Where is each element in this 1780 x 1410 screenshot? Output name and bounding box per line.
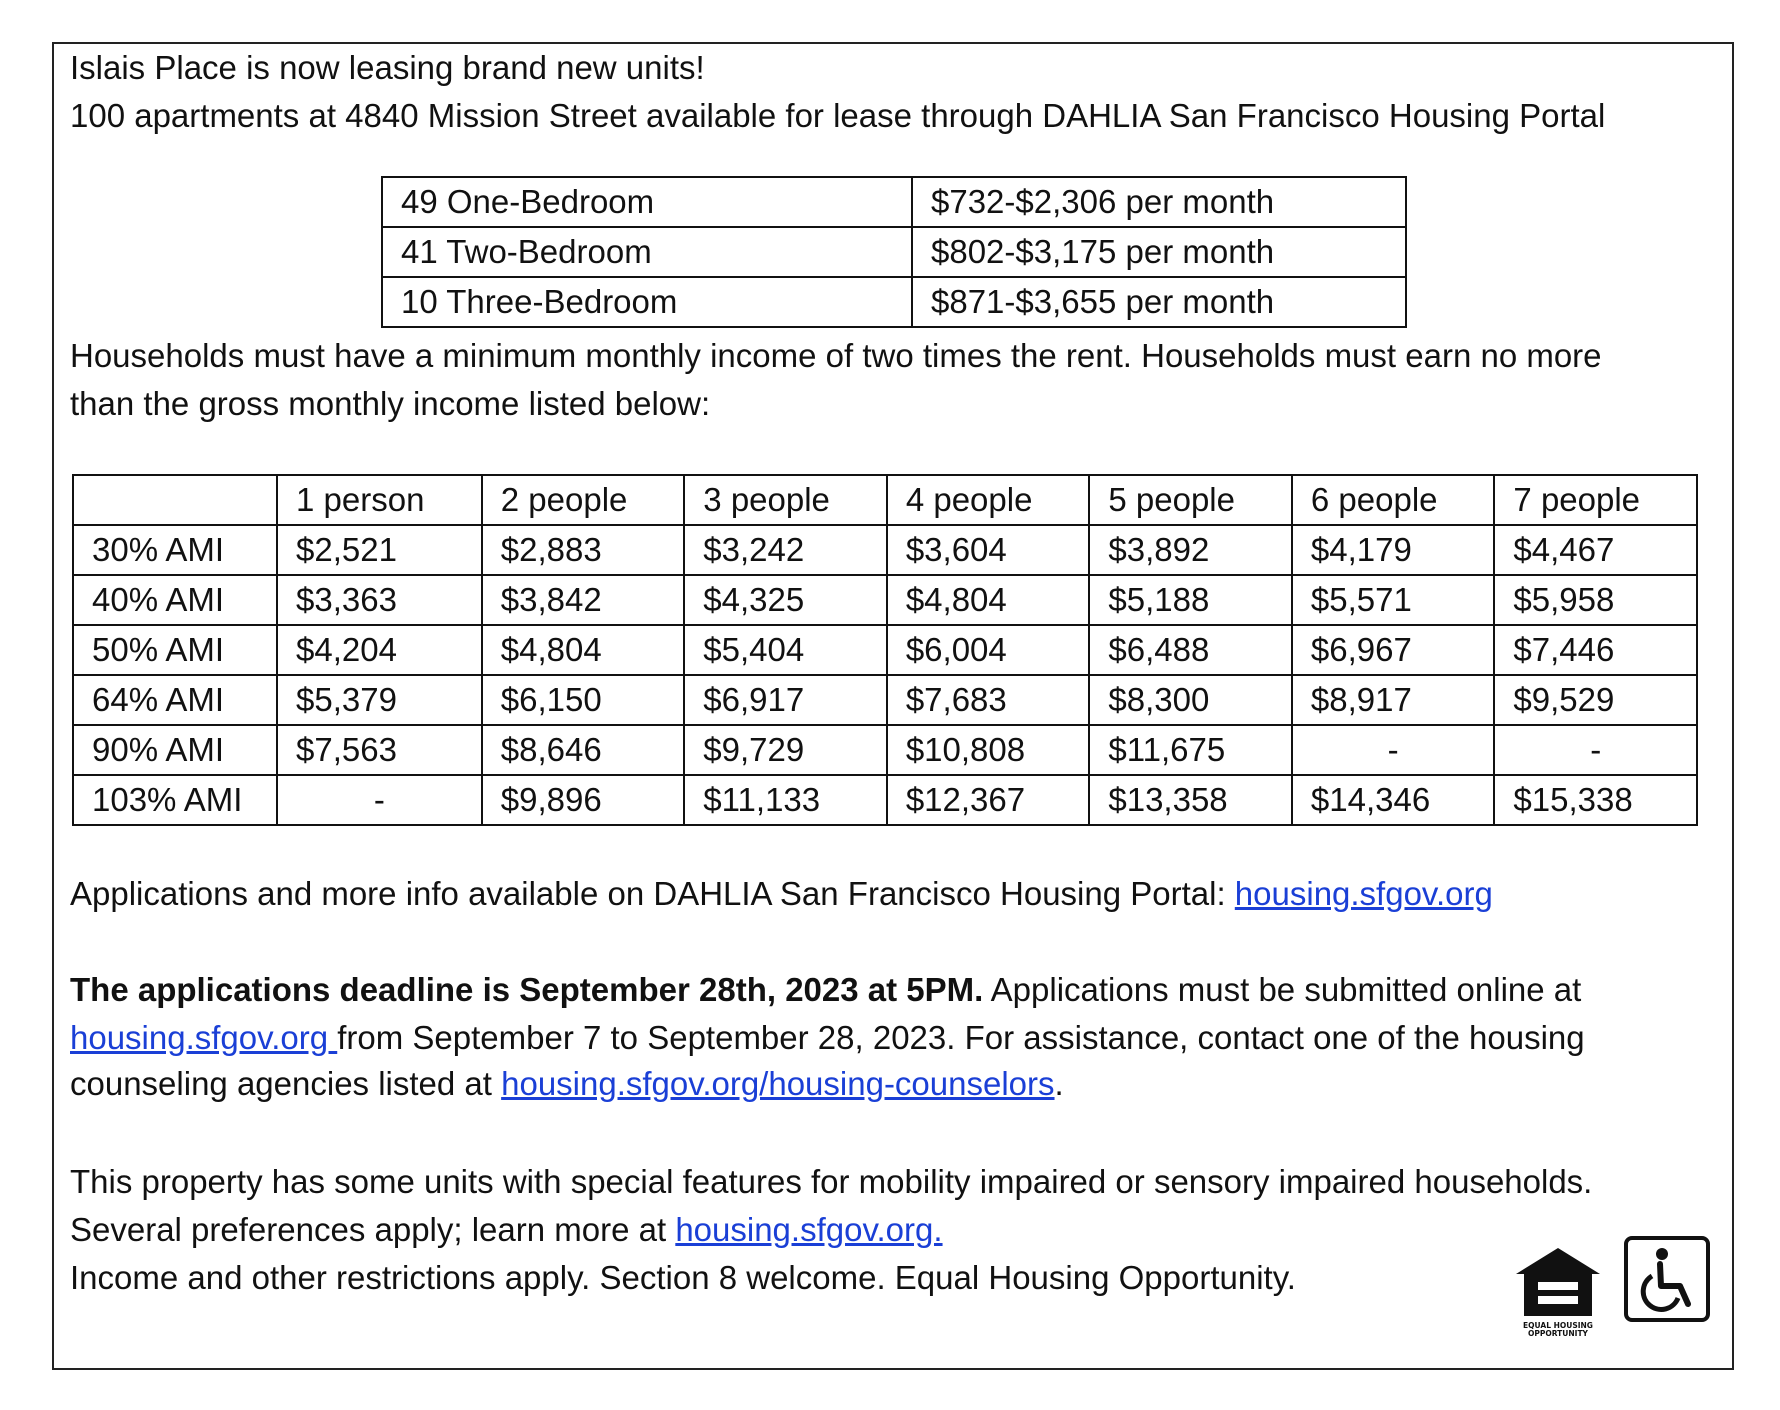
table-cell: $4,204 <box>277 625 482 675</box>
equal-housing-icon <box>1512 1244 1604 1344</box>
table-cell: $11,133 <box>684 775 887 825</box>
period: . <box>1054 1065 1064 1102</box>
table-cell: $5,958 <box>1494 575 1697 625</box>
table-cell: $6,967 <box>1292 625 1495 675</box>
table-cell: $7,446 <box>1494 625 1697 675</box>
row-label: 103% AMI <box>73 775 277 825</box>
table-cell: $9,896 <box>482 775 685 825</box>
deadline-dates: from September 7 to September 28, 2023. For assistance, contact one of the housing <box>337 1019 1585 1056</box>
table-cell: $4,325 <box>684 575 887 625</box>
table-cell: $2,883 <box>482 525 685 575</box>
table-cell: $4,804 <box>887 575 1090 625</box>
intro-line-2: 100 apartments at 4840 Mission Street available for lease through DAHLIA San Francisco Housing Portal <box>70 97 1606 134</box>
column-header: 4 people <box>887 475 1090 525</box>
table-cell: - <box>277 775 482 825</box>
features-line-3: Income and other restrictions apply. Section 8 welcome. Equal Housing Opportunity. <box>70 1259 1296 1296</box>
table-cell: $9,529 <box>1494 675 1697 725</box>
table-cell: $6,004 <box>887 625 1090 675</box>
table-row <box>73 775 1697 825</box>
unit-type: 49 One-Bedroom <box>382 177 912 227</box>
table-cell: - <box>1494 725 1697 775</box>
table-cell: $3,363 <box>277 575 482 625</box>
table-cell: $14,346 <box>1292 775 1495 825</box>
table-cell: $5,379 <box>277 675 482 725</box>
unit-rent: $802-$3,175 per month <box>912 227 1406 277</box>
table-cell: $8,646 <box>482 725 685 775</box>
table-row <box>382 277 1406 327</box>
table-row <box>382 227 1406 277</box>
table-row <box>73 575 1697 625</box>
unit-rent: $732-$2,306 per month <box>912 177 1406 227</box>
table-cell: $13,358 <box>1089 775 1292 825</box>
preferences-text: Several preferences apply; learn more at <box>70 1211 676 1248</box>
eho-caption <box>1512 1322 1604 1338</box>
table-cell: $6,150 <box>482 675 685 725</box>
table-cell: $8,917 <box>1292 675 1495 725</box>
housing-portal-link[interactable]: housing.sfgov.org. <box>675 1211 943 1248</box>
applications-text: Applications and more info available on DAHLIA San Francisco Housing Portal: <box>70 875 1235 912</box>
table-row <box>73 675 1697 725</box>
table-cell: $6,917 <box>684 675 887 725</box>
table-cell: $12,367 <box>887 775 1090 825</box>
table-cell: $11,675 <box>1089 725 1292 775</box>
table-cell: $5,404 <box>684 625 887 675</box>
deadline-bold: The applications deadline is September 28th, 2023 at 5PM. <box>70 971 984 1008</box>
table-cell: $9,729 <box>684 725 887 775</box>
row-label: 30% AMI <box>73 525 277 575</box>
column-header: 6 people <box>1292 475 1495 525</box>
table-header-row <box>73 475 1697 525</box>
income-note-line-1: Households must have a minimum monthly income of two times the rent. Households must earn no more <box>70 337 1602 374</box>
unit-type: 41 Two-Bedroom <box>382 227 912 277</box>
table-cell: $6,488 <box>1089 625 1292 675</box>
table-cell: $5,188 <box>1089 575 1292 625</box>
row-label: 64% AMI <box>73 675 277 725</box>
table-cell: $3,604 <box>887 525 1090 575</box>
table-cell: $5,571 <box>1292 575 1495 625</box>
table-cell: $15,338 <box>1494 775 1697 825</box>
counseling-text: counseling agencies listed at <box>70 1065 502 1102</box>
deadline-line-1 <box>70 966 1581 1014</box>
column-header: 5 people <box>1089 475 1292 525</box>
row-label: 50% AMI <box>73 625 277 675</box>
unit-rent: $871-$3,655 per month <box>912 277 1406 327</box>
intro-line-1: Islais Place is now leasing brand new units! <box>70 49 705 86</box>
eho-caption-1: EQUAL HOUSING <box>1523 1321 1593 1330</box>
features-line-1: This property has some units with special features for mobility impaired or sensory impaired households. <box>70 1163 1593 1200</box>
housing-counselors-link[interactable]: housing.sfgov.org/housing-counselors <box>501 1065 1055 1102</box>
table-cell: $4,179 <box>1292 525 1495 575</box>
header-corner <box>73 475 277 525</box>
table-cell: $3,892 <box>1089 525 1292 575</box>
table-cell: $8,300 <box>1089 675 1292 725</box>
table-cell: $2,521 <box>277 525 482 575</box>
deadline-line-2 <box>70 1014 1585 1062</box>
row-label: 40% AMI <box>73 575 277 625</box>
features-line-2 <box>70 1206 943 1254</box>
table-cell: $3,842 <box>482 575 685 625</box>
table-row <box>73 525 1697 575</box>
column-header: 2 people <box>482 475 685 525</box>
row-label: 90% AMI <box>73 725 277 775</box>
unit-type: 10 Three-Bedroom <box>382 277 912 327</box>
housing-portal-link[interactable]: housing.sfgov.org <box>1234 875 1493 912</box>
column-header: 1 person <box>277 475 482 525</box>
table-row <box>73 625 1697 675</box>
table-cell: - <box>1292 725 1495 775</box>
housing-portal-link[interactable]: housing.sfgov.org <box>70 1019 338 1056</box>
table-cell: $7,563 <box>277 725 482 775</box>
eho-caption-2: OPPORTUNITY <box>1527 1329 1588 1338</box>
table-row <box>73 725 1697 775</box>
table-cell: $4,804 <box>482 625 685 675</box>
table-cell: $3,242 <box>684 525 887 575</box>
table-cell: $7,683 <box>887 675 1090 725</box>
income-limits-table <box>72 474 1698 826</box>
column-header: 7 people <box>1494 475 1697 525</box>
deadline-rest: Applications must be submitted online at <box>983 971 1582 1008</box>
unit-rent-table <box>381 176 1407 328</box>
income-note-line-2: than the gross monthly income listed below: <box>70 385 711 422</box>
applications-line <box>70 870 1493 918</box>
wheelchair-icon <box>1624 1236 1710 1322</box>
table-cell: $10,808 <box>887 725 1090 775</box>
deadline-line-3 <box>70 1060 1064 1108</box>
table-row <box>382 177 1406 227</box>
column-header: 3 people <box>684 475 887 525</box>
table-cell: $4,467 <box>1494 525 1697 575</box>
